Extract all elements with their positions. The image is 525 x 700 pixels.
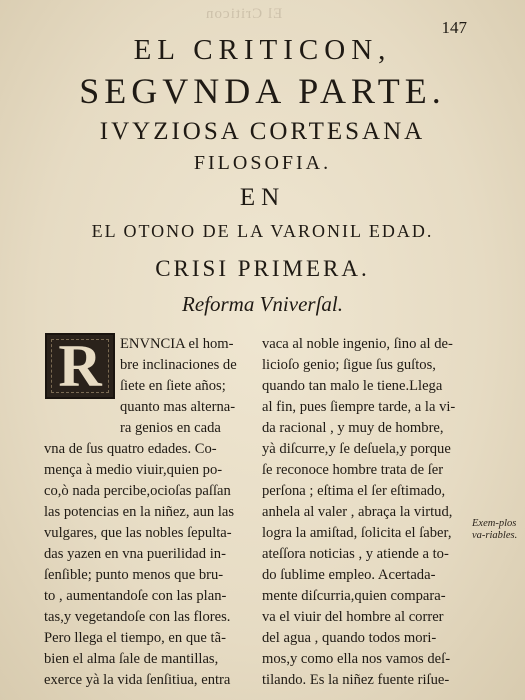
running-title: EL CRITICON, <box>133 34 392 66</box>
text-line: vaca al noble ingenio, ſino al de- <box>262 336 453 352</box>
text-line: tas,y vegetandoſe con las flores. <box>44 609 231 625</box>
text-line: anhela al valer , abraça la virtud, <box>262 504 453 520</box>
subtitle-otono: EL OTONO DE LA VARONIL EDAD. <box>91 221 434 241</box>
text-line: ateſſora noticias , y atiende a to- <box>262 546 449 562</box>
text-line: mença à medio viuir,quien po- <box>44 462 223 478</box>
text-line: yà diſcurre,y ſe deſuela,y porque <box>262 441 451 457</box>
chapter-heading: CRISI PRIMERA. <box>155 256 370 281</box>
text-line: vulgares, que las nobles ſepulta- <box>44 525 232 541</box>
text-line: licioſo genio; ſigue ſus guſtos, <box>262 357 436 373</box>
text-line: do ſublime empleo. Acertada- <box>262 567 436 583</box>
text-line: las potencias en la niñez, aun las <box>44 504 235 520</box>
text-line: ENVNCIA el hom- <box>120 336 234 352</box>
text-line: al fin, pues ſiempre tarde, a la vi- <box>262 399 456 415</box>
text-line: del agua , quando todos mori- <box>262 630 437 646</box>
text-line: vna de ſus quatro edades. Co- <box>44 441 217 457</box>
text-line: ſenſible; punto menos que bru- <box>44 567 224 583</box>
text-line: da racional , y muy de hombre, <box>262 420 444 436</box>
text-line: quanto mas alterna- <box>120 399 236 415</box>
text-line: tilando. Es la niñez fuente riſue- <box>262 672 450 688</box>
subtitle-filosofia: FILOSOFIA. <box>193 152 332 174</box>
text-line: quando tan malo le tiene.Llega <box>262 378 443 394</box>
text-line: mos,y como ella nos vamos deſ- <box>262 651 451 667</box>
text-line: Pero llega el tiempo, en que tã- <box>44 630 226 646</box>
margin-note: Exem-plos va-riables. <box>472 518 518 541</box>
subtitle-cortesana: IVYZIOSA CORTESANA <box>99 118 426 145</box>
text-line: bre inclinaciones de <box>120 357 237 373</box>
text-line: logra la amiſtad, ſolicita el ſaber, <box>262 525 452 541</box>
text-line: das yazen en vna puerilidad in- <box>44 546 226 562</box>
text-line: va el viuir del hombre al correr <box>262 609 444 625</box>
subtitle-en: EN <box>239 184 286 211</box>
text-line: exerce yà la vida ſenſitiua, entra <box>44 672 231 688</box>
text-line: ſiete en ſiete años; <box>120 378 226 394</box>
page-number: 147 <box>441 18 467 37</box>
text-line: perſona ; eſtima el ſer eſtimado, <box>262 483 446 499</box>
decorated-initial: R <box>45 333 115 399</box>
text-line: ſe reconoce hombre trata de ſer <box>262 462 444 478</box>
bleed-through-text: El Criticon <box>205 6 283 22</box>
part-title: SEGVNDA PARTE. <box>79 71 446 111</box>
text-line: co,ò nada percibe,ocioſas paſſan <box>44 483 231 499</box>
text-line: mente diſcurria,quien compara- <box>262 588 446 604</box>
text-line: to , aumentandoſe con las plan- <box>44 588 227 604</box>
text-line: ra genios en cada <box>120 420 221 436</box>
chapter-title: Reforma Vniverſal. <box>182 292 343 316</box>
text-line: bien el alma ſale de mantillas, <box>44 651 219 667</box>
